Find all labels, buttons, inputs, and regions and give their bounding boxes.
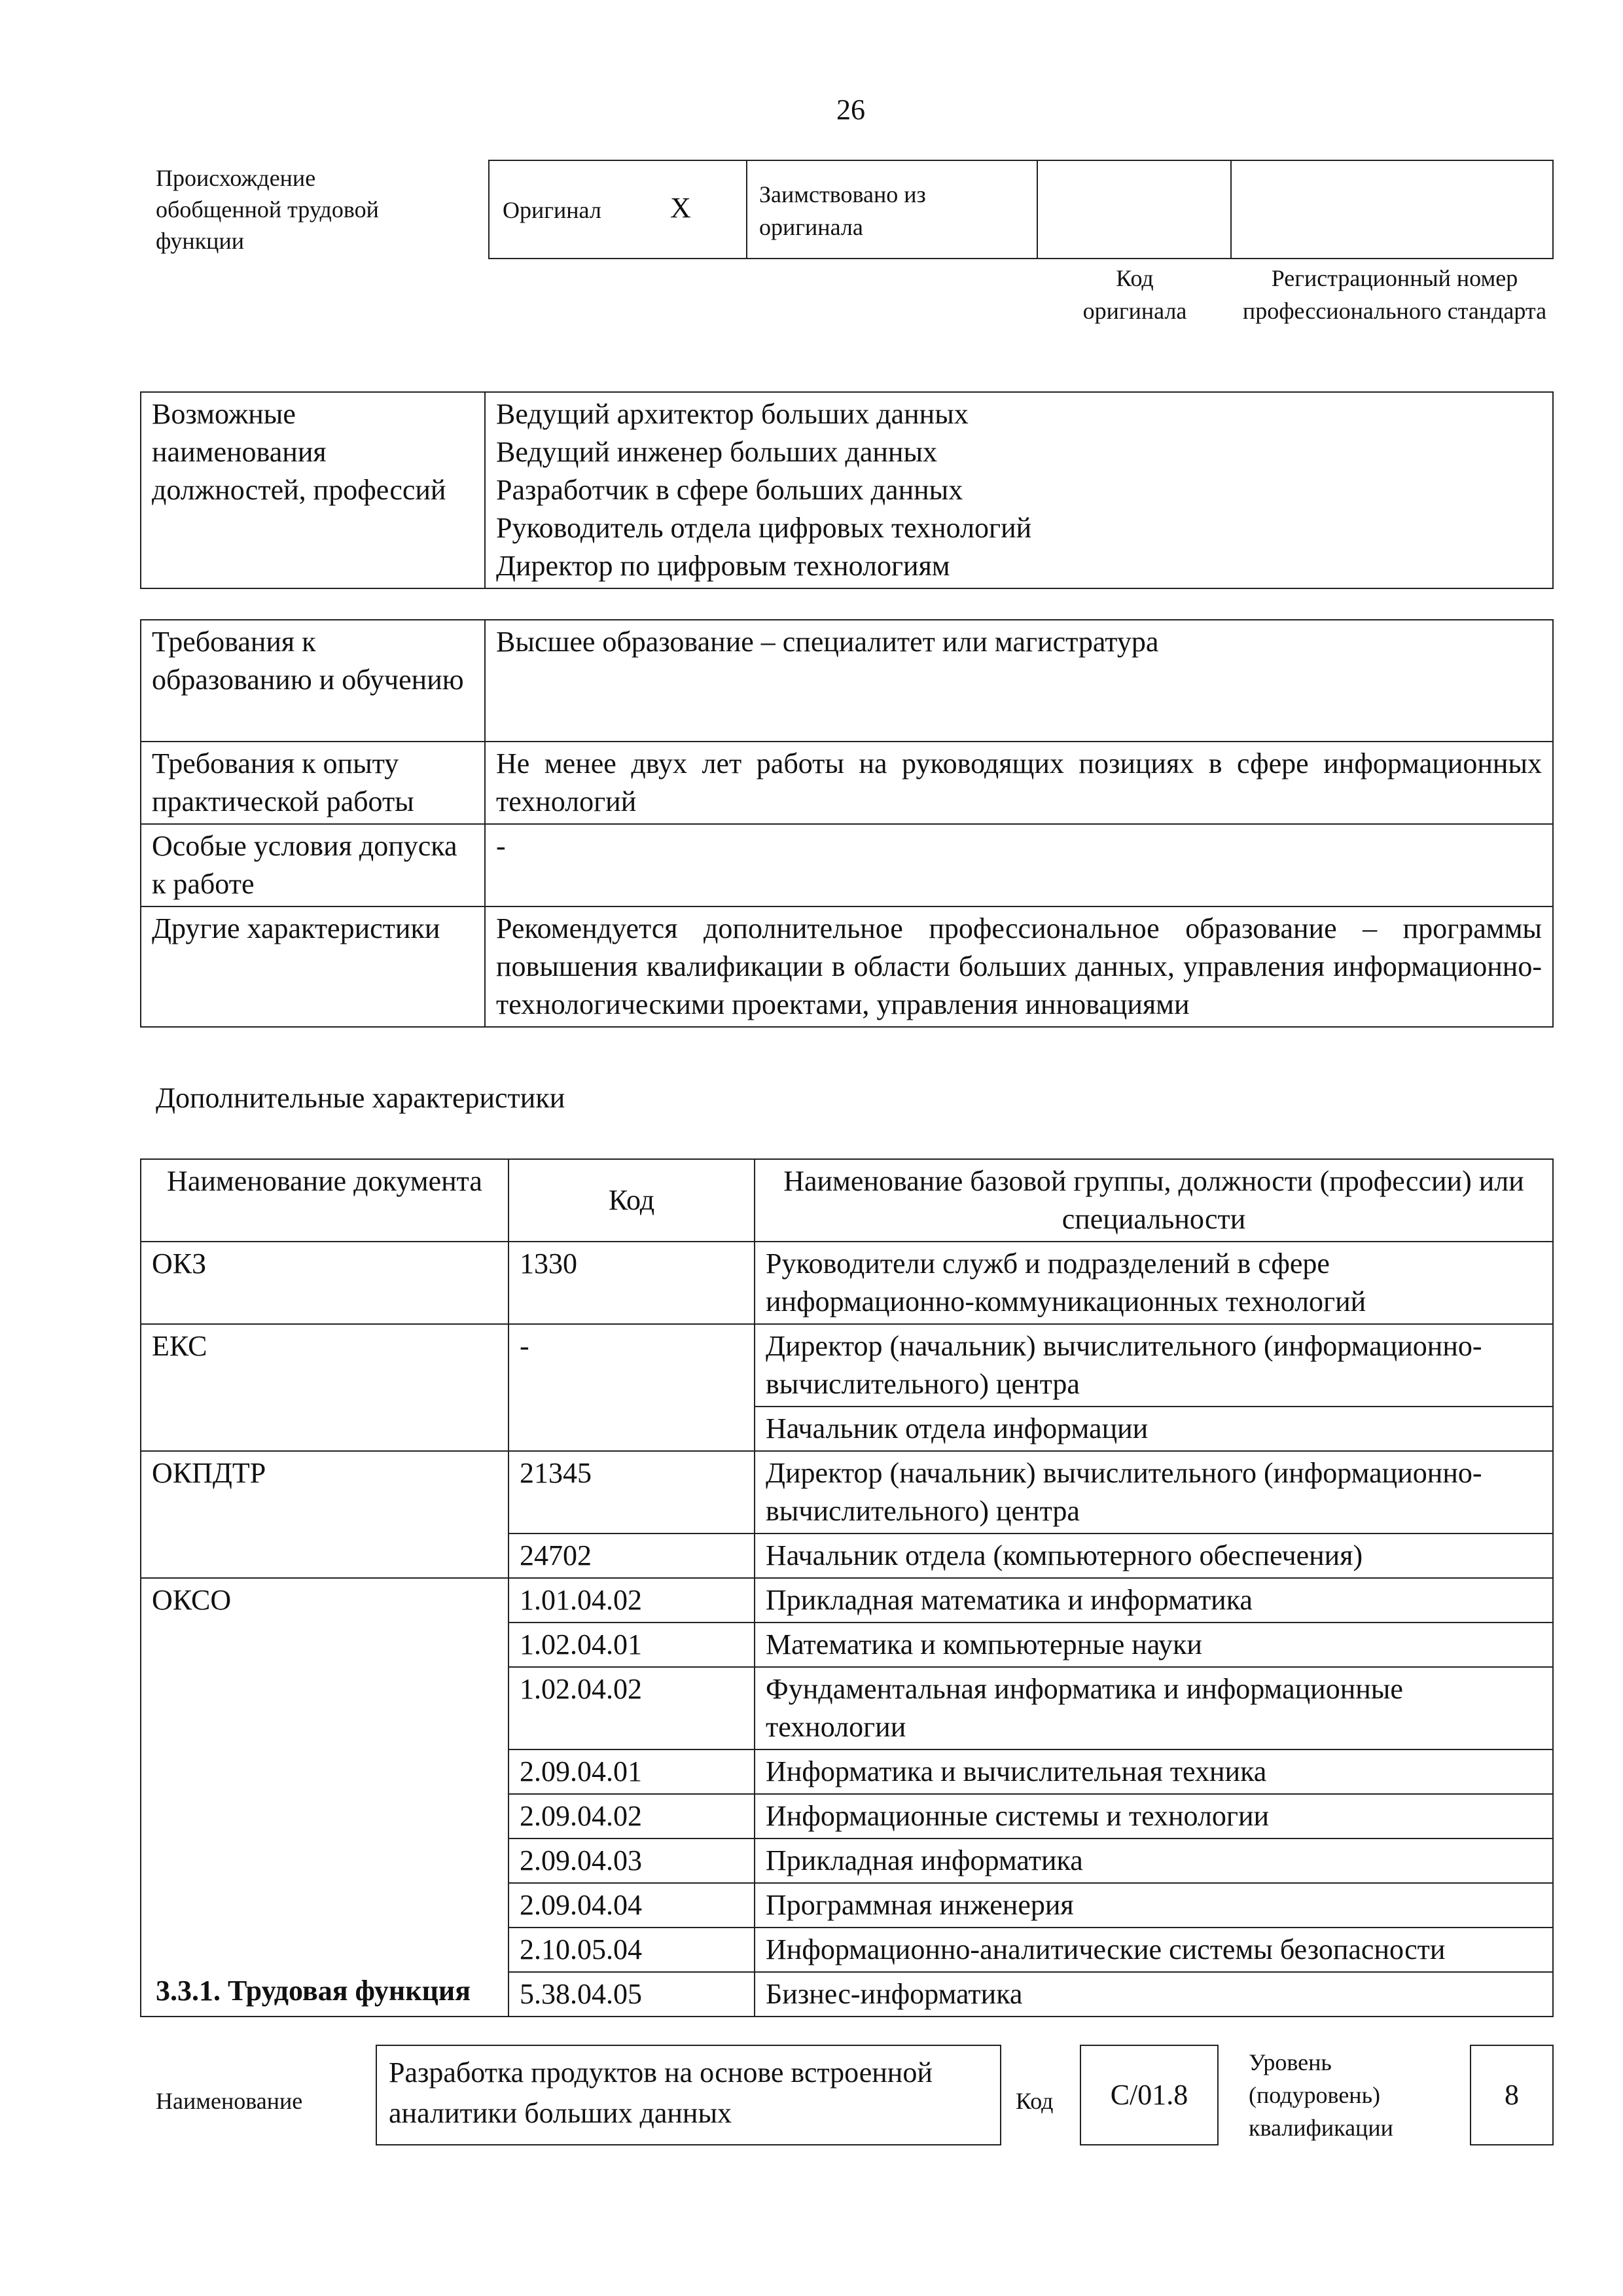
position-item: Ведущий инженер больших данных (496, 436, 938, 468)
req-value: Не менее двух лет работы на руководящих позициях в сфере информационных технологий (485, 742, 1553, 824)
origin-label: Происхождение обобщенной трудовой функции (156, 165, 379, 254)
origin-divider (746, 160, 747, 259)
function-code-value: C/01.8 (1080, 2045, 1219, 2145)
code-cell: 21345 (508, 1451, 755, 1534)
function-level-label: Уровень (подуровень) квалификации (1249, 2049, 1393, 2141)
code-cell: 1330 (508, 1242, 755, 1324)
name-cell: Прикладная информатика (755, 1839, 1553, 1883)
positions-list (485, 392, 1553, 588)
position-item: Директор по цифровым технологиям (496, 550, 950, 582)
header-cell: Наименование базовой группы, должности (профессии) или специальности (755, 1159, 1553, 1242)
additional-table (140, 1158, 1554, 2017)
table-row (141, 1451, 1553, 1534)
name-cell: Директор (начальник) вычислительного (информационно-вычислительного) центра (755, 1324, 1553, 1407)
req-label: Особые условия допуска к работе (141, 824, 485, 906)
name-cell: Руководители служб и подразделений в сфере информационно-коммуникационных технологий (755, 1242, 1553, 1324)
original-mark: X (670, 192, 691, 224)
name-cell: Математика и компьютерные науки (755, 1623, 1553, 1667)
table-row (141, 1242, 1553, 1324)
doc-cell: ОКСО (141, 1578, 508, 2017)
borrowed-label: Заимствовано из оригинала (759, 181, 926, 240)
name-cell: Фундаментальная информатика и информационные технологии (755, 1667, 1553, 1749)
req-value: - (485, 824, 1553, 906)
doc-cell: ОКПДТР (141, 1451, 508, 1578)
requirements-table (140, 619, 1554, 1028)
req-value: Рекомендуется дополнительное профессиональное образование – программы повышения квалификации в области больших данных, управления информационно-технологическими проектами, управления инновациями (485, 906, 1553, 1027)
name-cell: Информационно-аналитические системы безопасности (755, 1928, 1553, 1972)
function-name-value: Разработка продуктов на основе встроенной аналитики больших данных (376, 2045, 1001, 2145)
function-code-label: Код (1016, 2088, 1054, 2114)
original-label: Оригинал (503, 197, 601, 223)
table-row (141, 1578, 1553, 1623)
name-cell: Информатика и вычислительная техника (755, 1749, 1553, 1794)
code-cell: 1.02.04.01 (508, 1623, 755, 1667)
code-cell: 2.10.05.04 (508, 1928, 755, 1972)
name-cell: Информационные системы и технологии (755, 1794, 1553, 1839)
function-level-value: 8 (1470, 2045, 1554, 2145)
position-item: Ведущий архитектор больших данных (496, 398, 969, 430)
table-row (141, 1324, 1553, 1407)
header-cell: Код (508, 1159, 755, 1242)
name-cell: Программная инженерия (755, 1883, 1553, 1928)
header-cell: Наименование документа (141, 1159, 508, 1242)
code-cell: 2.09.04.01 (508, 1749, 755, 1794)
origin-divider (1230, 160, 1232, 259)
position-item: Разработчик в сфере больших данных (496, 474, 963, 506)
position-item: Руководитель отдела цифровых технологий (496, 512, 1032, 544)
name-cell: Прикладная математика и информатика (755, 1578, 1553, 1623)
code-cell: 2.09.04.04 (508, 1883, 755, 1928)
req-value: Высшее образование – специалитет или магистратура (485, 620, 1553, 742)
origin-divider (1037, 160, 1038, 259)
name-cell: Директор (начальник) вычислительного (информационно-вычислительного) центра (755, 1451, 1553, 1534)
additional-heading: Дополнительные характеристики (156, 1082, 565, 1114)
positions-table (140, 391, 1554, 589)
code-cell: 1.02.04.02 (508, 1667, 755, 1749)
code-caption: Код оригинала (1082, 265, 1187, 324)
name-cell: Начальник отдела информации (755, 1407, 1553, 1451)
code-cell: - (508, 1324, 755, 1451)
code-cell: 2.09.04.02 (508, 1794, 755, 1839)
doc-cell: ЕКС (141, 1324, 508, 1451)
page-number: 26 (836, 94, 865, 126)
origin-box (488, 160, 1554, 259)
code-cell: 5.38.04.05 (508, 1972, 755, 2017)
reg-caption: Регистрационный номер профессионального стандарта (1242, 265, 1547, 324)
name-cell: Начальник отдела (компьютерного обеспечения) (755, 1534, 1553, 1578)
function-heading: 3.3.1. Трудовая функция (156, 1975, 471, 2007)
doc-cell: ОКЗ (141, 1242, 508, 1324)
name-cell: Бизнес-информатика (755, 1972, 1553, 2017)
req-label: Требования к опыту практической работы (141, 742, 485, 824)
req-label: Другие характеристики (141, 906, 485, 1027)
req-label: Требования к образованию и обучению (141, 620, 485, 742)
code-cell: 1.01.04.02 (508, 1578, 755, 1623)
function-name-label: Наименование (156, 2088, 303, 2114)
positions-label: Возможные наименования должностей, профессий (141, 392, 485, 588)
code-cell: 2.09.04.03 (508, 1839, 755, 1883)
code-cell: 24702 (508, 1534, 755, 1578)
